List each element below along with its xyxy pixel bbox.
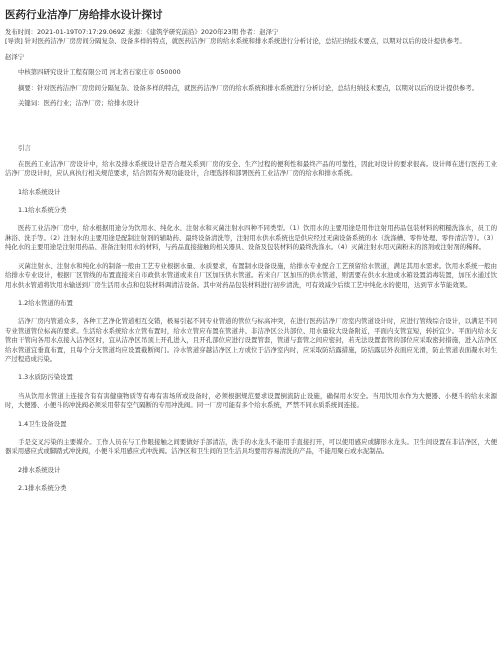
intro-paragraph: 在医药工业洁净厂房设计中，给水及排水系统设计是否合理关系到厂房的安全、生产过程的便利性和最终产品的可靠性，因此对设计的要求很高。设计师在进行医药工业洁净厂房设计时，应认真执行相关规范要求，结合固有外观功能设计，合理选择和部署医药工业洁净厂房的给水和排水系统。 bbox=[5, 159, 497, 178]
section-heading-1-1: 1.1给水系统分类 bbox=[18, 206, 67, 215]
section-heading-1: 1给水系统设计 bbox=[18, 187, 61, 196]
section-heading-2-1: 2.1排水系统分类 bbox=[18, 484, 67, 493]
section-heading-1-2: 1.2给水管道的布置 bbox=[18, 298, 73, 307]
paragraph-1-3: 当从饮用水管道上连接含有有害健康物质等有毒有害场所或设备时，必须根据规范要求设置倒流防止设施，确保用水安全。当用饮用水作为大便器、小便斗的给水来源时，大便器、小便斗的冲洗阀必须采用带有空气隔断的专用冲洗阀。同一厂房可能有多个给水系统，严禁不同水质系统间连接。 bbox=[5, 391, 497, 410]
section-heading-1-3: 1.3水质防污染设置 bbox=[18, 373, 73, 382]
paragraph-1-1b: 灭菌注射水、注射水和纯化水的制备一般由工艺专业根据水量、水质要求，布置制水设备设施，给排水专业配合工艺预留给水管道，满足其用水需求。饮用水系统一般由给排水专业设计，根据厂区管线的布置直接来自市政供水管道或来自厂区加压供水管道。若来自厂区加压的供水管道，则需要在供水水池或水箱设置消毒装置，加压水通过饮用水供水管道将饮用水输送到厂房生活用水点和包装材料调清洁设备。其中对药品包装材料进行初步清洗，可有效减少后续工艺中纯化水的使用，达到节水节能效果。 bbox=[5, 261, 497, 289]
author-affiliation: 中核第四研究设计工程有限公司 河北省石家庄市 050000 bbox=[18, 68, 181, 77]
section-heading-2: 2排水系统设计 bbox=[18, 465, 61, 474]
section-heading-1-4: 1.4卫生设备设置 bbox=[18, 419, 67, 428]
paragraph-1-1a: 医药工业洁净厂房中，给水根据用途分为饮用水、纯化水、注射水和灭菌注射水四种不同类型。（1）饮用水的主要用途是用作注射用药品包装材料的粗糙洗涤水，员工的淋浴、洗手等。（2）注射水的主要用途是配制注射剂的辅助药、最终设备清洗等，注射用水供水系统也是供应经过无菌设备系统的水（洗涤槽、零件处理、零件清洁等）。（3）纯化水的主要用途是注射用药品、准备注射用水的材料，与药品直接接触的相关器具、设备及包装材料的最终洗涤水。（4）灭菌注射水用灭菌粉末的溶剂或注射剂的稀释。 bbox=[5, 224, 497, 252]
intro-heading: 引言 bbox=[18, 144, 31, 153]
paragraph-1-2: 洁净厂房内管道众多，各种工艺净化管道相互交错，极易引起不同专业管道的管位与标高冲突，在进行医药洁净厂房室内管道设计时，应进行管线综合设计，以满足不同专业管道管位标高的要求。生活给水系统给水立管布置时，给水立管应布置在管道井、非洁净区公共部位、用水量较大设备附近，平面内支管宜短，转折宜少。平面内给水支管由干管向各用水点接入洁净区时，宜从洁净区吊顶上开孔进入，且开孔部位应进行设置管套，管道与套管之间应密封，若无法设置套管的部位应采取密封措施，进入洁净区给水管道宜垂直布置，且每个分支管道均应设置截断阀门。冷水管道穿越洁净区上方或位于洁净室内时，应采取防结露措施，防结露层外表面应光滑，防止管道表面凝水对生产过程造成污染。 bbox=[5, 317, 497, 363]
article-title: 医药行业洁净厂房给排水设计探讨 bbox=[5, 9, 163, 21]
publish-meta: 发布时间：2021-01-19T07:17:29.069Z 来源：《建筑学研究前沿》2020年23期 作者：赵泽宁 bbox=[5, 28, 279, 36]
paragraph-1-4: 手是交叉污染的主要媒介。工作人员在与工作眼接触之间要做好手部清洁，洗手的水龙头不能用手直接打开，可以使用感应或脚形水龙头。卫生间设置在非洁净区，大便器采用感应式或脚踏式冲洗阀，小便斗采用感应式冲洗阀。洁净区和卫生间的卫生洁具均要用容易清洗的产品，不能用聚石或水泥制品。 bbox=[5, 437, 497, 456]
keywords: 关键词：医药行业；洁净厂房；给排水设计 bbox=[18, 99, 140, 108]
abstract: 摘要：针对医药洁净厂房房间分隔复杂、设备多样的特点，就医药洁净厂房的给水系统和排水系统进行分析讨论，总结归纳技术要点，以期对以后的设计提供参考。 bbox=[18, 83, 479, 92]
article-summary: [导读] 针对医药洁净厂房房间分隔复杂、设备多样的特点，就医药洁净厂房的给水系统和排水系统进行分析讨论，总结归纳技术要点，以期对以后的设计提供参考。 bbox=[5, 37, 466, 46]
document-page bbox=[5, 8, 497, 494]
author-name: 赵泽宁 bbox=[5, 52, 25, 61]
